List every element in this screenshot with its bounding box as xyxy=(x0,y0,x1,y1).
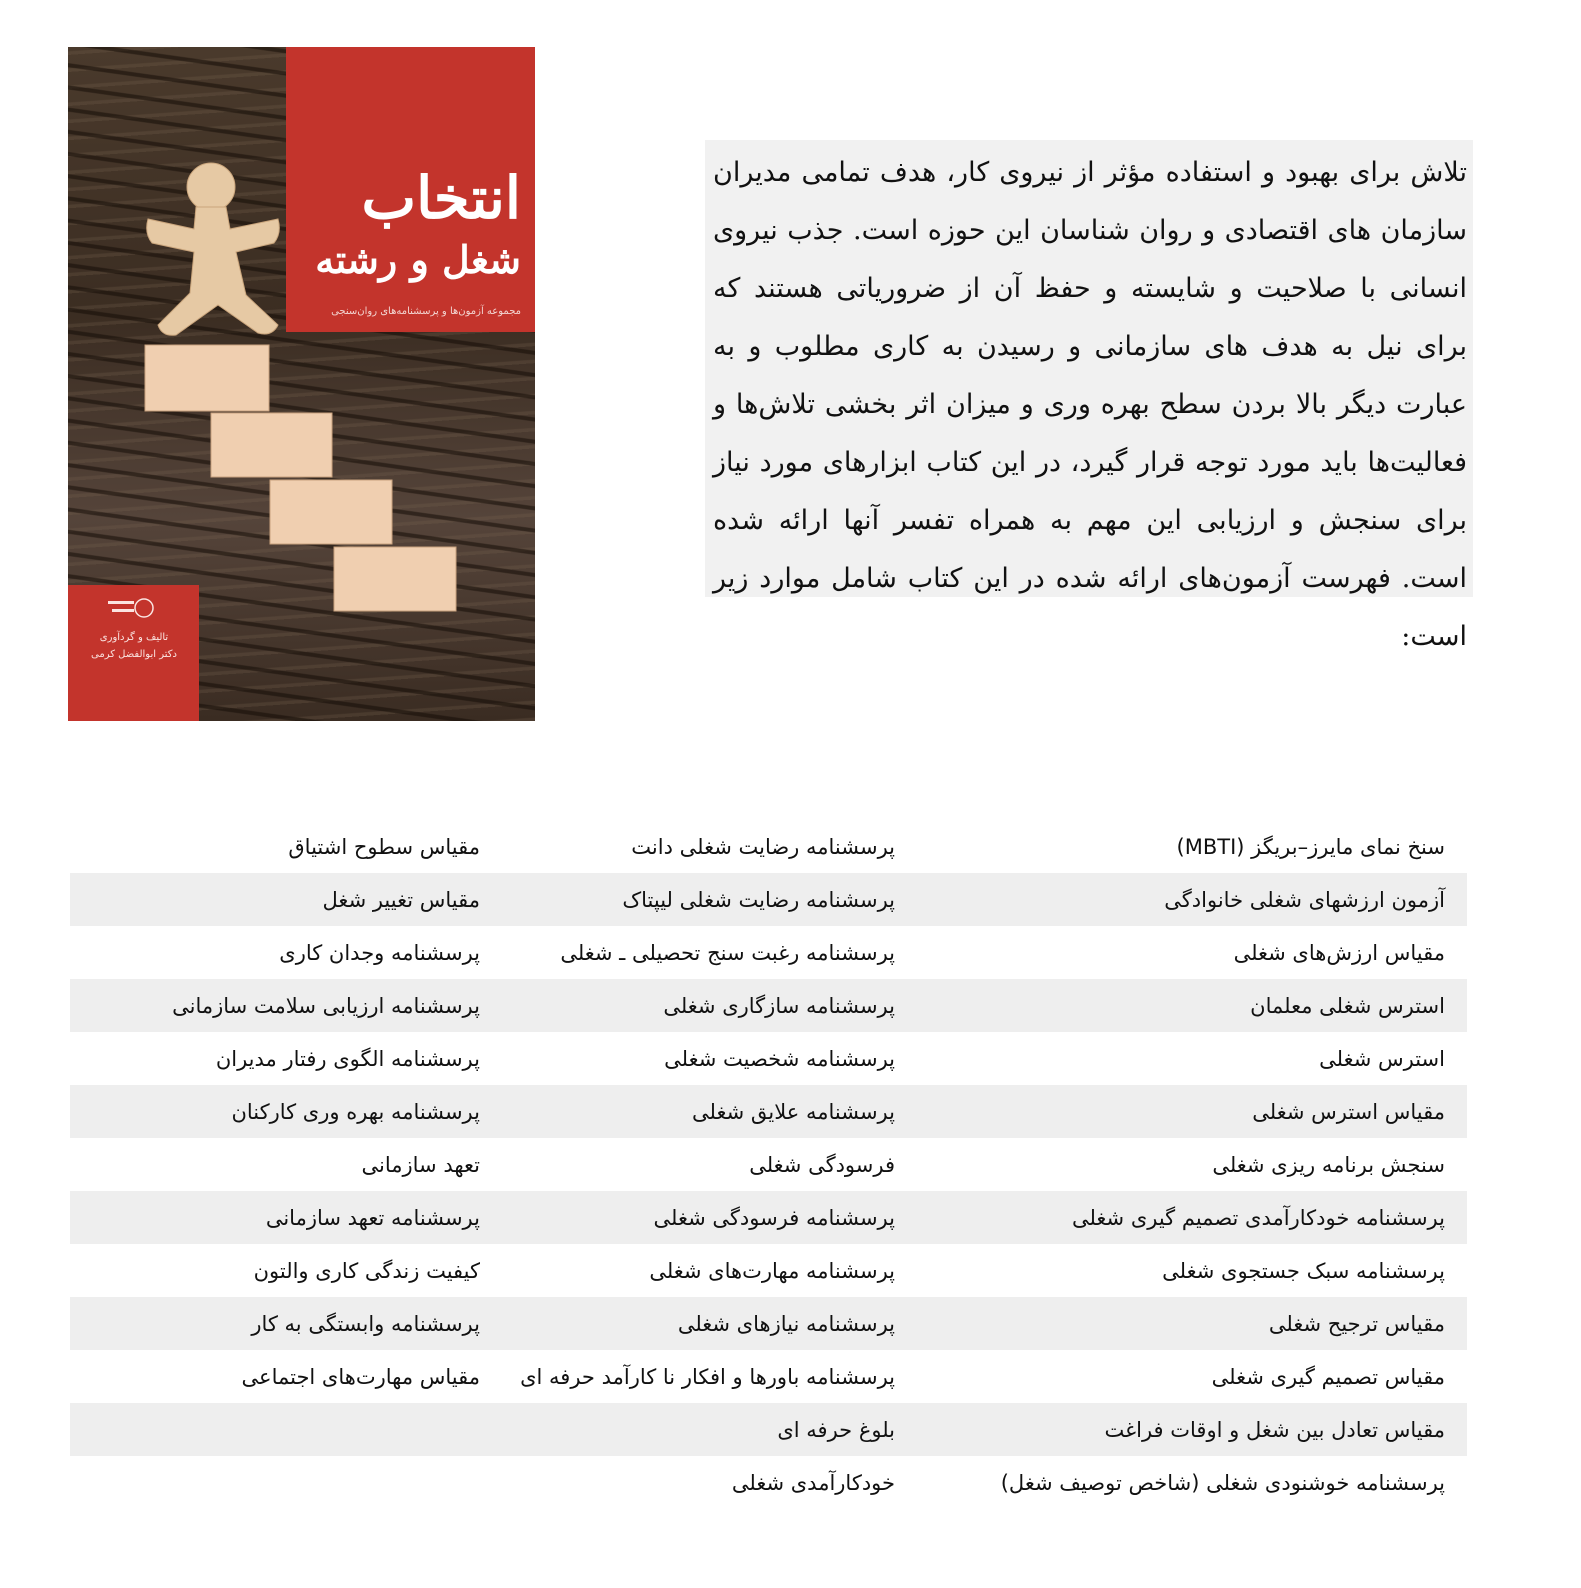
test-item: سنجش برنامه ریزی شغلی xyxy=(1212,1152,1445,1177)
test-item: تعهد سازمانی xyxy=(361,1152,480,1177)
cover-author: دکتر ابوالفضل کرمی xyxy=(91,649,177,660)
test-item: مقیاس سطوح اشتیاق xyxy=(288,834,480,859)
test-item: پرسشنامه علایق شغلی xyxy=(480,1085,895,1138)
table-row xyxy=(70,1244,1467,1297)
test-item: استرس شغلی xyxy=(1319,1046,1445,1071)
cover-author-label: تالیف و گردآوری xyxy=(99,632,169,643)
test-item: استرس شغلی معلمان xyxy=(895,979,1467,1032)
test-item: پرسشنامه مهارت‌های شغلی xyxy=(649,1258,895,1283)
table-row xyxy=(70,1350,1467,1403)
test-item: مقیاس تغییر شغل xyxy=(70,873,480,926)
test-item: مقیاس مهارت‌های اجتماعی xyxy=(241,1364,480,1389)
test-item: پرسشنامه ارزیابی سلامت سازمانی xyxy=(70,979,480,1032)
test-item: پرسشنامه خودکارآمدی تصمیم گیری شغلی xyxy=(895,1191,1467,1244)
cover-tagline: مجموعه آزمون‌ها و پرسشنامه‌های روان‌سنجی xyxy=(331,306,521,317)
table-row xyxy=(70,873,1467,926)
tests-table xyxy=(70,820,1467,1509)
book-cover xyxy=(68,47,535,721)
intro-paragraph: تلاش برای بهبود و استفاده مؤثر از نیروی کار، هدف تمامی مدیران سازمان های اقتصادی و روان شناسان این حوزه است. جذب نیروی انسانی با صلاحیت و شایسته و حفظ آن از ضروریاتی هستند که برای نیل به هدف های سازمانی و رسیدن به کاری مطلوب و به عبارت دیگر بالا بردن سطح بهره وری و میزان اثر بخشی تلاش‌ها و فعالیت‌ها باید مورد توجه قرار گیرد، در این کتاب ابزارهای مورد نیاز برای سنجش و ارزیابی این مهم به همراه تفسر آنها ارائه شده است. فهرست آزمون‌های ارائه شده در این کتاب شامل موارد زیر است: xyxy=(713,157,1467,652)
test-item: پرسشنامه نیازهای شغلی xyxy=(480,1297,895,1350)
test-item: فرسودگی شغلی xyxy=(749,1152,895,1177)
cover-title: انتخاب xyxy=(361,164,521,232)
test-item xyxy=(70,1403,480,1456)
test-item: مقیاس تعادل بین شغل و اوقات فراغت xyxy=(895,1403,1467,1456)
test-item: خودکارآمدی شغلی xyxy=(731,1470,895,1495)
test-item: پرسشنامه رضایت شغلی دانت xyxy=(631,834,895,859)
test-item: مقیاس تصمیم گیری شغلی xyxy=(1211,1364,1445,1389)
test-item: بلوغ حرفه ای xyxy=(480,1403,895,1456)
table-row xyxy=(70,1138,1467,1191)
test-item: پرسشنامه وابستگی به کار xyxy=(70,1297,480,1350)
test-item: پرسشنامه وجدان کاری xyxy=(279,940,480,965)
test-item: سنخ نمای مایرز–بریگز (MBTI) xyxy=(1176,834,1445,859)
test-item: پرسشنامه باورها و افکار نا کارآمد حرفه ای xyxy=(520,1364,895,1389)
test-item: پرسشنامه رغبت سنج تحصیلی ـ شغلی xyxy=(560,940,895,965)
test-item: کیفیت زندگی کاری والتون xyxy=(253,1258,480,1283)
test-item: آزمون ارزشهای شغلی خانوادگی xyxy=(895,873,1467,926)
test-item: پرسشنامه بهره وری کارکنان xyxy=(70,1085,480,1138)
test-item: پرسشنامه سازگاری شغلی xyxy=(480,979,895,1032)
test-item: پرسشنامه رضایت شغلی لیپتاک xyxy=(480,873,895,926)
test-item: پرسشنامه سبک جستجوی شغلی xyxy=(1162,1258,1445,1283)
test-item: پرسشنامه الگوی رفتار مدیران xyxy=(215,1046,480,1071)
test-item: مقیاس ترجیح شغلی xyxy=(895,1297,1467,1350)
test-item: مقیاس استرس شغلی xyxy=(895,1085,1467,1138)
table-row xyxy=(70,979,1467,1032)
test-item: پرسشنامه خوشنودی شغلی (شاخص توصیف شغل) xyxy=(1000,1470,1445,1495)
test-item: پرسشنامه شخصیت شغلی xyxy=(664,1046,895,1071)
test-item: پرسشنامه تعهد سازمانی xyxy=(70,1191,480,1244)
test-item: مقیاس ارزش‌های شغلی xyxy=(1233,940,1445,965)
publisher-logo-icon xyxy=(106,595,154,621)
test-item xyxy=(70,1456,480,1509)
table-row xyxy=(70,1032,1467,1085)
intro-box xyxy=(705,140,1473,652)
table-row xyxy=(70,926,1467,979)
table-row xyxy=(70,1191,1467,1244)
table-row xyxy=(70,1403,1467,1456)
table-row xyxy=(70,820,1467,873)
table-row xyxy=(70,1297,1467,1350)
table-row xyxy=(70,1456,1467,1509)
table-row xyxy=(70,1085,1467,1138)
cover-subtitle: شغل و رشته xyxy=(315,237,521,282)
test-item: پرسشنامه فرسودگی شغلی xyxy=(480,1191,895,1244)
